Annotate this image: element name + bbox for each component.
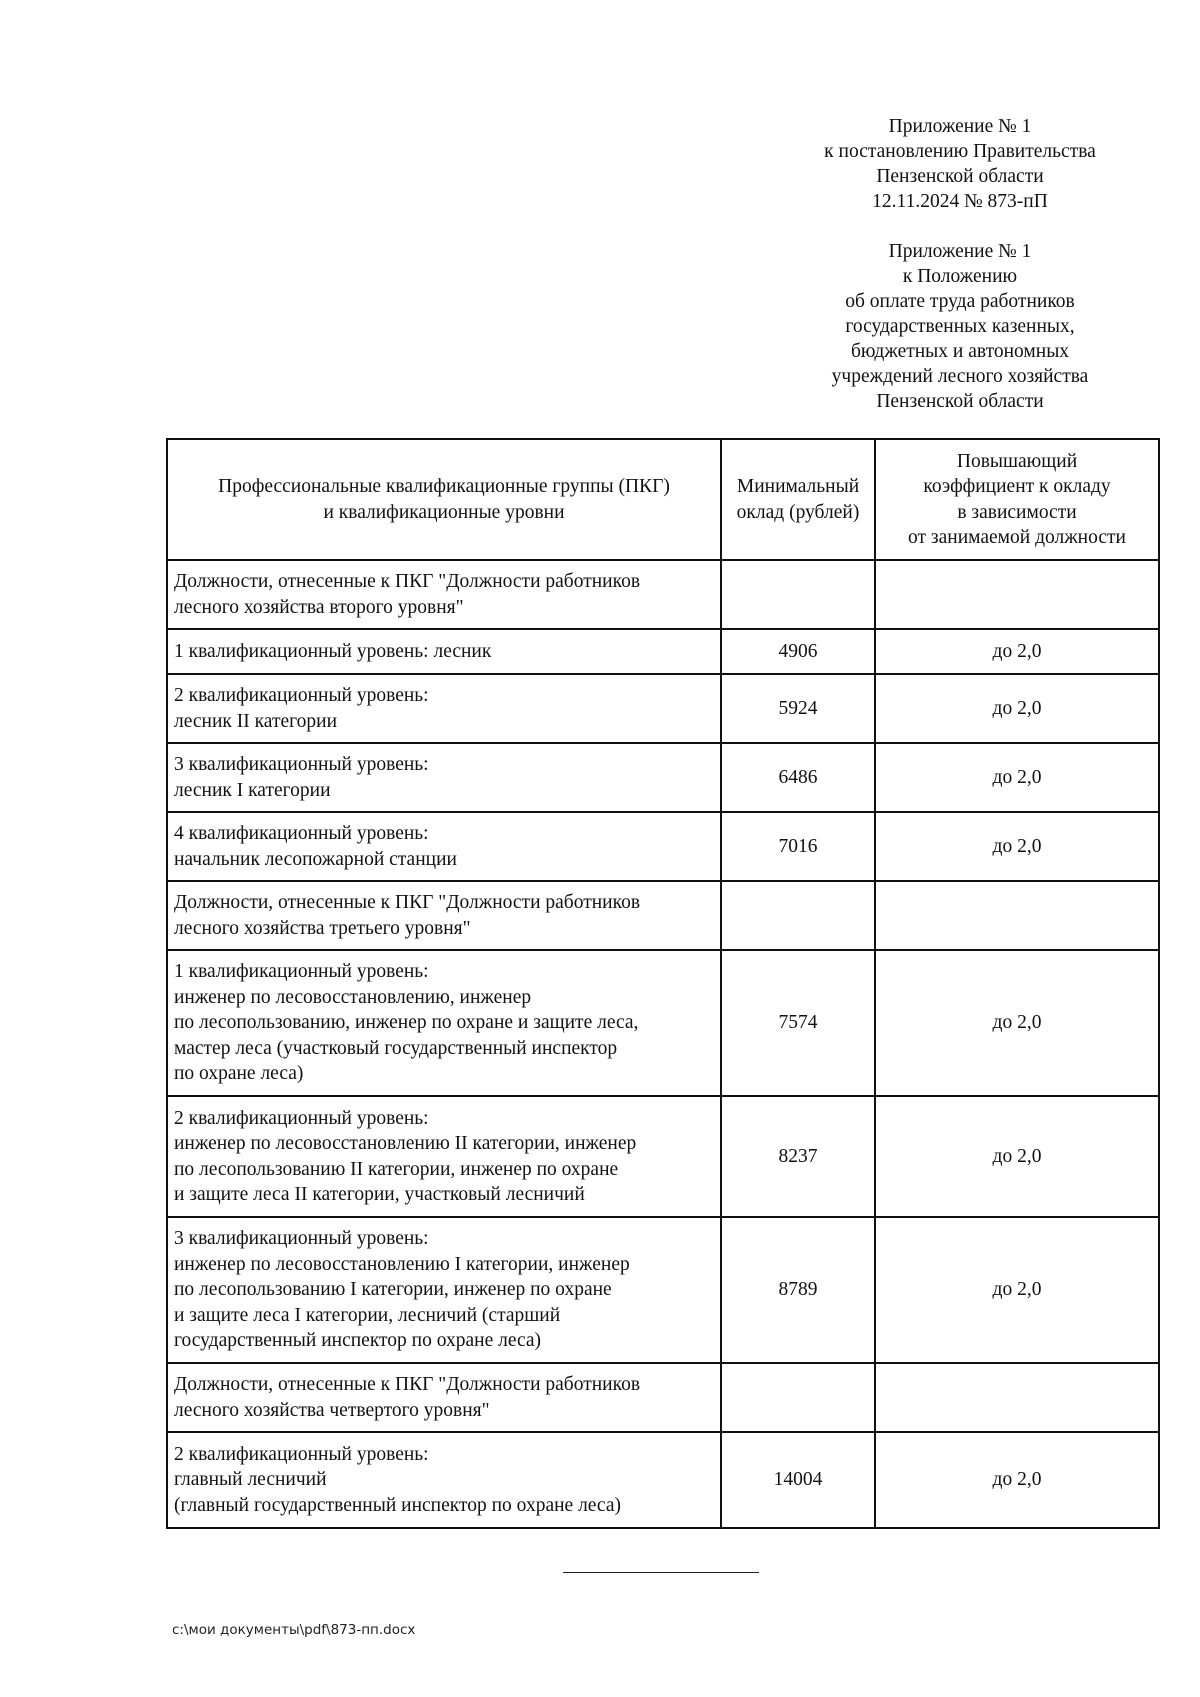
position-text-line: лесного хозяйства третьего уровня" <box>174 917 471 939</box>
position-text-line: Должности, отнесенные к ПКГ "Должности работников <box>174 1374 641 1395</box>
position-text-line: инженер по лесовосстановлению, инженер <box>174 986 532 1008</box>
header-line: Приложение № 1 <box>888 241 1032 262</box>
position-text-line: 4 квалификационный уровень: <box>174 823 429 844</box>
position-text-line: и защите леса I категории, лесничий (старший <box>174 1304 561 1326</box>
coefficient-cell: до 2,0 <box>875 1217 1159 1363</box>
salary-cell: 6486 <box>721 743 875 812</box>
position-cell <box>167 560 721 629</box>
position-text-line: по лесопользованию II категории, инженер по охране <box>174 1158 619 1180</box>
header-qualification-groups: Профессиональные квалификационные группы (ПКГ) и квалификационные уровни <box>167 439 721 560</box>
coefficient-cell <box>875 881 1159 950</box>
annex-header-government-decree <box>780 114 1140 214</box>
header-line: Пензенской области <box>876 391 1044 412</box>
coefficient-cell: до 2,0 <box>875 950 1159 1096</box>
position-text-line: Должности, отнесенные к ПКГ "Должности работников <box>174 571 641 592</box>
coefficient-cell: до 2,0 <box>875 812 1159 881</box>
position-text-line: (главный государственный инспектор по охране леса) <box>174 1494 621 1516</box>
table-row <box>167 812 1159 881</box>
position-text-line: по охране леса) <box>174 1063 304 1085</box>
header-line: бюджетных и автономных <box>850 341 1070 362</box>
position-text-line: 3 квалификационный уровень: <box>174 754 429 775</box>
position-cell <box>167 674 721 743</box>
position-text-line: 2 квалификационный уровень: <box>174 1107 429 1129</box>
salary-cell: 7016 <box>721 812 875 881</box>
salary-cell: 7574 <box>721 950 875 1096</box>
table-row <box>167 1432 1159 1528</box>
header-increasing-coefficient: Повышающий коэффициент к окладу в зависимости от занимаемой должности <box>875 439 1159 560</box>
position-text-line: государственный инспектор по охране леса) <box>174 1330 542 1352</box>
salary-cell: 8789 <box>721 1217 875 1363</box>
position-cell <box>167 881 721 950</box>
table-row <box>167 743 1159 812</box>
position-text-line: инженер по лесовосстановлению II категории, инженер <box>174 1133 637 1154</box>
header-line: Пензенской области <box>876 166 1044 187</box>
position-text-line: 2 квалификационный уровень: <box>174 685 429 706</box>
table-row-group <box>167 1363 1159 1432</box>
header-minimum-salary: Минимальный оклад (рублей) <box>721 439 875 560</box>
position-text-line: Должности, отнесенные к ПКГ "Должности работников <box>174 892 641 913</box>
position-text-line: и защите леса II категории, участковый лесничий <box>174 1184 585 1205</box>
position-text-line: лесник II категории <box>174 710 337 732</box>
header-line: 12.11.2024 № 873-пП <box>872 191 1048 212</box>
salary-table <box>166 438 1160 1529</box>
position-text-line: 1 квалификационный уровень: <box>174 961 429 983</box>
end-separator-line <box>563 1572 759 1573</box>
position-cell <box>167 1217 721 1363</box>
table-row-group <box>167 560 1159 629</box>
position-text-line: по лесопользованию I категории, инженер по охране <box>174 1279 612 1301</box>
header-line: Приложение № 1 <box>888 116 1032 137</box>
salary-cell <box>721 1363 875 1432</box>
position-text-line: лесник I категории <box>174 779 331 801</box>
position-text-line: главный лесничий <box>174 1469 327 1491</box>
coefficient-cell <box>875 1363 1159 1432</box>
salary-cell: 14004 <box>721 1432 875 1528</box>
salary-cell <box>721 881 875 950</box>
header-line: к Положению <box>902 266 1018 287</box>
table-row <box>167 674 1159 743</box>
position-text-line: начальник лесопожарной станции <box>174 848 457 870</box>
table-row <box>167 950 1159 1096</box>
salary-cell: 8237 <box>721 1096 875 1217</box>
coefficient-cell: до 2,0 <box>875 629 1159 674</box>
coefficient-cell: до 2,0 <box>875 1432 1159 1528</box>
coefficient-cell: до 2,0 <box>875 1096 1159 1217</box>
position-text-line: лесного хозяйства второго уровня" <box>174 596 464 618</box>
table-row <box>167 1096 1159 1217</box>
header-line: учреждений лесного хозяйства <box>831 366 1089 387</box>
position-text-line: лесного хозяйства четвертого уровня" <box>174 1399 490 1421</box>
table-row <box>167 1217 1159 1363</box>
position-cell <box>167 1363 721 1432</box>
header-line: об оплате труда работников <box>845 291 1075 312</box>
position-cell <box>167 1432 721 1528</box>
position-text-line: мастер леса (участковый государственный инспектор <box>174 1037 618 1059</box>
position-text-line: по лесопользованию, инженер по охране и защите леса, <box>174 1012 639 1034</box>
coefficient-cell: до 2,0 <box>875 743 1159 812</box>
position-cell <box>167 629 721 674</box>
position-cell <box>167 812 721 881</box>
table-row <box>167 629 1159 674</box>
coefficient-cell: до 2,0 <box>875 674 1159 743</box>
file-path-footer: c:\мои документы\pdf\873-пп.docx <box>172 1622 416 1638</box>
position-text-line: 2 квалификационный уровень: <box>174 1443 429 1465</box>
table-header-row <box>167 439 1159 560</box>
position-text-line: инженер по лесовосстановлению I категории, инженер <box>174 1253 630 1275</box>
position-cell <box>167 950 721 1096</box>
salary-cell <box>721 560 875 629</box>
header-line: к постановлению Правительства <box>824 141 1096 162</box>
position-cell <box>167 1096 721 1217</box>
position-text-line: 1 квалификационный уровень: лесник <box>174 640 492 662</box>
coefficient-cell <box>875 560 1159 629</box>
table-row-group <box>167 881 1159 950</box>
salary-cell: 5924 <box>721 674 875 743</box>
salary-cell: 4906 <box>721 629 875 674</box>
annex-header-regulation <box>780 239 1140 414</box>
position-cell <box>167 743 721 812</box>
position-text-line: 3 квалификационный уровень: <box>174 1228 429 1250</box>
header-line: государственных казенных, <box>845 316 1075 337</box>
